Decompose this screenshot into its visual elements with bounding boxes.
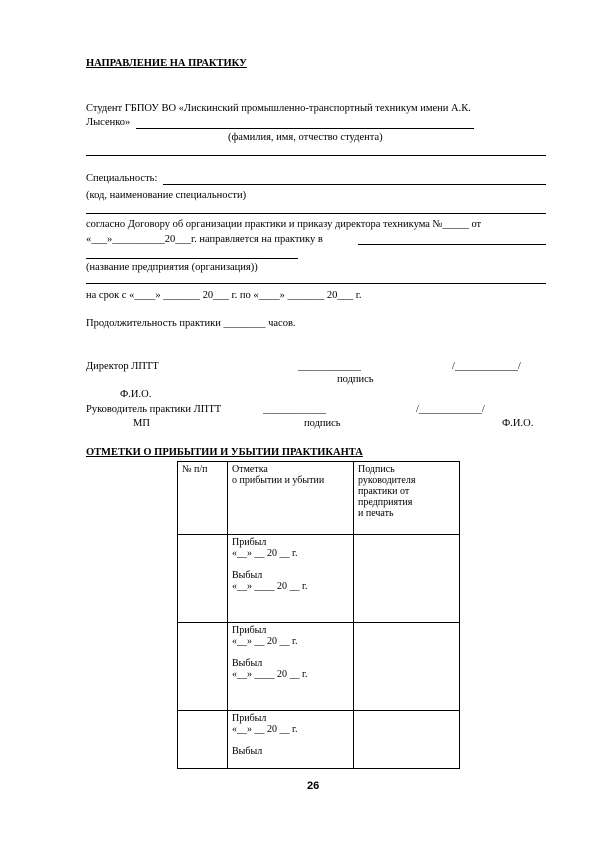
row-mark-cell: Прибыл «__» __ 20 __ г. Выбыл «__» ____ 20 __ г. [228,535,354,623]
table-row [178,535,460,623]
row-mark-cell: Прибыл «__» __ 20 __ г. Выбыл «__» ____ 20 __ г. [228,623,354,711]
director-label: Директор ЛПТТ [86,361,159,372]
director-sign-line: ____________ [298,361,361,372]
organization-caption: (название предприятия (организация)) [86,262,258,273]
page-number: 26 [307,780,320,792]
header-number: № п/п [178,462,228,535]
blank-line [86,155,546,156]
student-caption: (фамилия, имя, отчество студента) [228,132,383,143]
mp-label: МП [133,418,150,429]
duration-line: Продолжительность практики ________ часов. [86,318,296,329]
agreement-line-1: согласно Договору об организации практики и приказу директора техникума №_____ от [86,219,482,230]
row-signature-cell [354,623,460,711]
supervisor-label: Руководитель практики ЛПТТ [86,404,222,415]
specialty-label: Специальность: [86,173,158,184]
director-fio-line: /____________/ [452,361,521,372]
marks-table [177,461,460,769]
director-fio-caption: Ф.И.О. [120,389,152,400]
row-mark-cell: Прибыл «__» __ 20 __ г. Выбыл [228,711,354,769]
row-number-cell [178,535,228,623]
table-title: ОТМЕТКИ О ПРИБЫТИИ И УБЫТИИ ПРАКТИКАНТА [86,447,363,458]
header-mark: Отметка о прибытии и убытии [228,462,354,535]
supervisor-sign-line: ____________ [263,404,326,415]
director-sign-caption: подпись [337,374,374,385]
term-line: на срок с «____» _______ 20___ г. по «____» _______ 20___ г. [86,290,362,301]
blank-line [86,213,546,214]
page-title: НАПРАВЛЕНИЕ НА ПРАКТИКУ [86,58,247,69]
supervisor-fio-caption: Ф.И.О. [502,418,534,429]
row-number-cell [178,711,228,769]
header-signature: Подпись руководителя практики от предприятия и печать [354,462,460,535]
table-row [178,623,460,711]
table-header-row [178,462,460,535]
row-signature-cell [354,711,460,769]
supervisor-fio-line: /____________/ [416,404,485,415]
supervisor-sign-caption: подпись [304,418,341,429]
organization-line-2 [86,258,298,259]
specialty-line [163,184,546,185]
row-number-cell [178,623,228,711]
row-signature-cell [354,535,460,623]
agreement-line-2: «___»__________20___г. направляется на практику в [86,234,323,245]
student-line-2: Лысенко» [86,117,131,128]
organization-line [358,244,546,245]
specialty-caption: (код, наименование специальности) [86,190,247,201]
table-row [178,711,460,769]
student-line: Студент ГБПОУ ВО «Лискинский промышленно-транспортный техникум имени А.К. [86,103,471,114]
student-name-line [136,128,474,129]
blank-line [86,283,546,284]
